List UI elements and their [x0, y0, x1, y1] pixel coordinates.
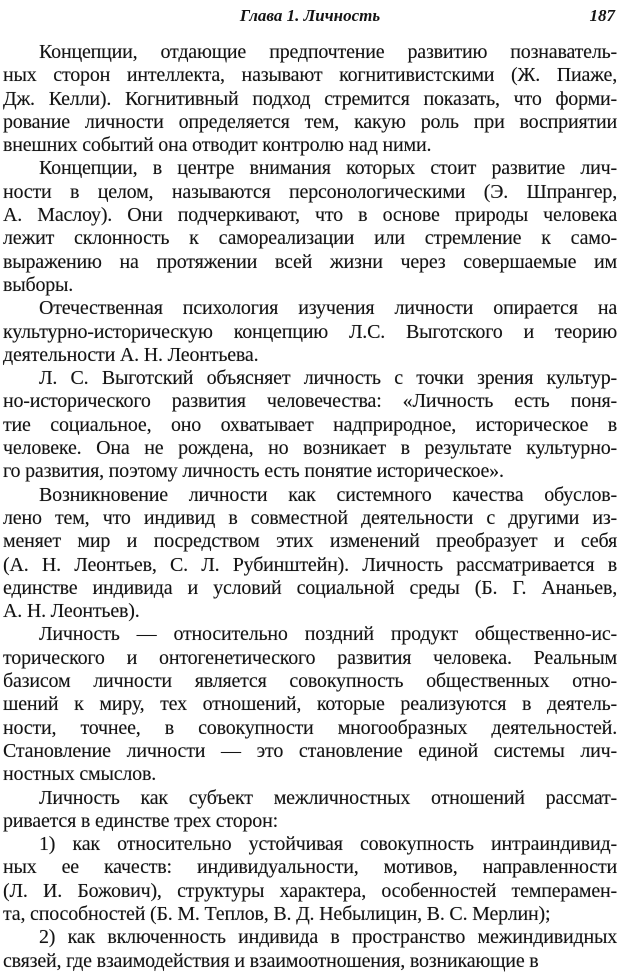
- paragraph: [3, 484, 617, 624]
- paragraph: [3, 297, 617, 367]
- paragraph: [3, 367, 617, 483]
- text-line: (А. Н. Леонтьев, С. Л. Рубинштейн). Личность рассматривается в: [3, 553, 617, 576]
- text-line: меняет мир и посредством этих изменений преобразует и себя: [3, 530, 617, 553]
- text-line: лено тем, что индивид в совместной деятельности с другими из-: [3, 506, 617, 529]
- text-line: выражению на протяжении всей жизни через совершаемые им: [3, 250, 617, 273]
- text-line: ности, точнее, в совокупности многообразных деятельностей.: [3, 716, 617, 739]
- text-line: Личность — относительно поздний продукт общественно-ис-: [39, 623, 617, 646]
- text-line: торического и онтогенетического развития человека. Реальным: [3, 646, 617, 669]
- text-line: связей, где взаимодействия и взаимоотношения, возникающие в: [3, 949, 539, 972]
- text-line: Личность как субъект межличностных отношений рассмат-: [39, 786, 617, 809]
- text-line: рование личности определяется тем, какую роль при восприятии: [3, 110, 617, 133]
- text-line: человеке. Она не рождена, но возникает в результате культурно-: [3, 437, 617, 460]
- running-head: [0, 6, 620, 28]
- text-line: выборы.: [3, 273, 74, 296]
- text-line: ностных смыслов.: [3, 763, 157, 786]
- text-line: ных сторон интеллекта, называют когнитивистскими (Ж. Пиаже,: [3, 64, 617, 87]
- page-number: 187: [589, 6, 615, 25]
- text-line: шений к миру, тех отношений, которые реализуются в деятель-: [3, 693, 617, 716]
- text-line: А. Маслоу). Они подчеркивают, что в основе природы человека: [3, 204, 617, 227]
- paragraph: [3, 623, 617, 786]
- text-line: единстве индивида и условий социальной среды (Б. Г. Ананьев,: [3, 576, 617, 599]
- list-item-paragraph: [3, 926, 617, 973]
- text-line: базисом личности является совокупность общественных отно-: [3, 670, 617, 693]
- text-line: ривается в единстве трех сторон:: [3, 809, 278, 832]
- text-line: 1) как относительно устойчивая совокупность интраиндивид-: [39, 833, 617, 856]
- text-line: Концепции, отдающие предпочтение развитию познаватель-: [39, 41, 617, 63]
- text-line: но-исторического развития человечества: «Личность есть поня-: [3, 390, 617, 413]
- text-line: Отечественная психология изучения личности опирается на: [39, 297, 617, 320]
- text-line: Л. С. Выготский объясняет личность с точки зрения культур-: [39, 367, 617, 390]
- page-body: [3, 41, 617, 973]
- paragraph: [3, 787, 617, 834]
- text-line: 2) как включенность индивида в пространство межиндивидных: [39, 926, 617, 949]
- text-line: Возникновение личности как системного качества обуслов-: [39, 483, 617, 506]
- text-line: (Л. И. Божович), структуры характера, особенностей темперамен-: [3, 879, 617, 902]
- paragraph: [3, 157, 617, 297]
- text-line: та, способностей (Б. М. Теплов, В. Д. Небылицин, В. С. Мерлин);: [3, 902, 551, 925]
- text-line: Становление личности — это становление единой системы лич-: [3, 739, 617, 762]
- paragraph: [3, 41, 617, 157]
- text-line: лежит склонность к самореализации или стремление к само-: [3, 227, 617, 250]
- text-line: А. Н. Леонтьев).: [3, 600, 140, 623]
- text-line: ности в целом, называются персонологическими (Э. Шпрангер,: [3, 180, 617, 203]
- text-line: Дж. Келли). Когнитивный подход стремится показать, что форми-: [3, 87, 617, 110]
- text-line: деятельности А. Н. Леонтьева.: [3, 343, 259, 366]
- text-line: культурно-историческую концепцию Л.С. Выготского и теорию: [3, 320, 617, 343]
- list-item-paragraph: [3, 833, 617, 926]
- text-line: внешних событий она отводит контролю над ними.: [3, 134, 432, 157]
- chapter-title: Глава 1. Личность: [239, 6, 381, 25]
- text-line: го развития, поэтому личность есть понятие историческое».: [3, 460, 504, 483]
- text-line: ных ее качеств: индивидуальности, мотивов, направленности: [3, 856, 617, 879]
- text-line: тие социальное, оно охватывает надприродное, историческое в: [3, 413, 617, 436]
- text-line: Концепции, в центре внимания которых стоит развитие лич-: [39, 157, 617, 180]
